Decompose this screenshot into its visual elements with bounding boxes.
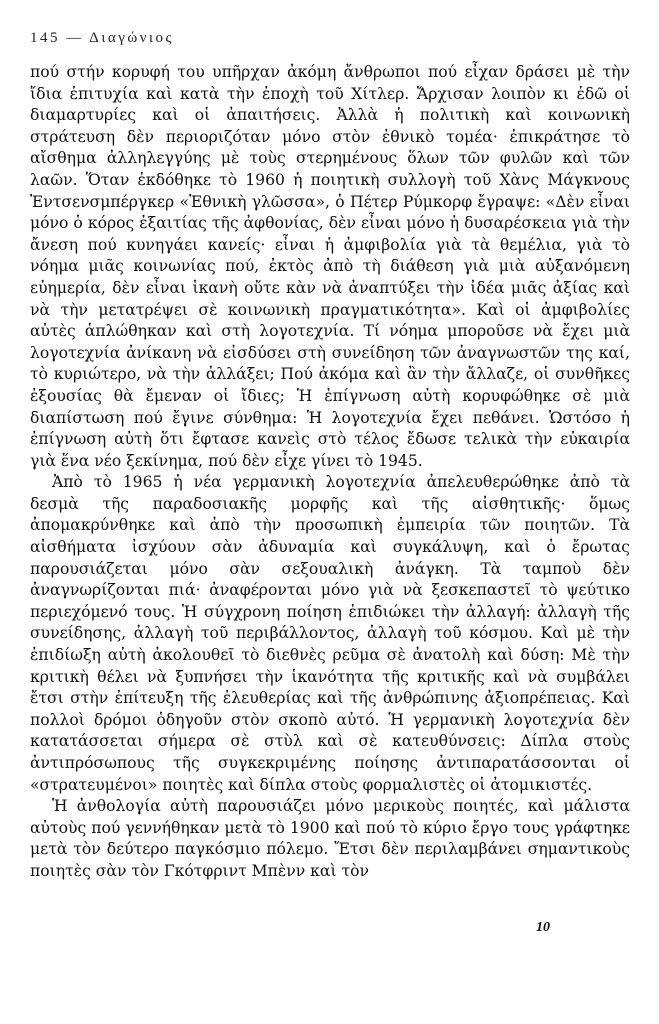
- page-number: 10: [536, 920, 550, 935]
- paragraph-1: πού στήν κορυφή του υπῆρχαν ἀκόμη ἄνθρωποι πού εἶχαν δράσει μὲ τὴν ἴδια ἐπιτυχία καὶ κατὰ τὴν ἐποχὴ τοῦ Χίτλερ. Ἄρχισαν λοιπὸν κι ἐδῶ οἱ διαμαρτυρίες καὶ οἱ ἀπαιτήσεις. Ἀλλὰ ἡ πολιτικὴ καὶ κοινωνικὴ στράτευση δὲν περιοριζόταν μόνο στὸν ἐθνικὸ τομέα· ἐπικράτησε τὸ αἴσθημα ἀλληλεγγύης μὲ τοὺς στερημένους ὅλων τῶν φυλῶν καὶ τῶν λαῶν. Ὅταν ἐκδόθηκε τὸ 1960 ἡ ποιητικὴ συλλογὴ τοῦ Χὰνς Μάγκνους Ἐντσενσμπέργκερ «Ἐθνικὴ γλῶσσα», ὁ Πέτερ Ρύμκορφ ἔγραψε: «Δὲν εἶναι μόνο ὁ κόρος ἐξαιτίας τῆς ἀφθονίας, δὲν εἶναι μόνο ἡ δυσαρέσκεια γιὰ τὴν ἄνεση πού κυνηγάει κανείς· εἶναι ἡ ἀμφιβολία γιὰ τὰ θεμέλια, γιὰ τὸ νόημα μιᾶς κοινωνίας πού, ἐκτὸς ἀπὸ τὴ διάθεση γιὰ μιὰ αὐξανόμενη εὐημερία, δὲν εἶναι ἱκανὴ οὔτε κὰν νὰ ἀναπτύξει τὴν ἰδέα μιᾶς ἀξίας καὶ νὰ τὴν μετατρέψει σὲ κοινωνικὴ πραγματικότητα». Καὶ οἱ ἀμφιβολίες αὐτὲς ἁπλώθηκαν καὶ στὴ λογοτεχνία. Τί νόημα μποροῦσε νὰ ἔχει μιὰ λογοτεχνία ἀνίκανη νὰ εἰσδύσει στὴ συνείδηση τῶν ἀναγνωστῶν της καί, τὸ κυριώτερο, νὰ τὴν ἀλλάξει; Πού ἀκόμα καὶ ἂν τὴν ἄλλαζε, οἱ συνθῆκες ἐξουσίας θὰ ἔμεναν οἱ ἴδιες; Ἡ ἐπίγνωση αὐτὴ κορυφώθηκε σὲ μιὰ διαπίστωση πού ἔγινε σύνθημα: Ἡ λογοτεχνία ἔχει πεθάνει. Ὡστόσο ἡ ἐπίγνωση αὐτὴ ὅτι ἔφτασε κανεὶς στὸ τέλος ἔδωσε τελικὰ τὴν εὐκαιρία γιὰ ἕνα νέο ξεκίνημα, πού δὲν εἶχε γίνει τὸ 1945.: [30, 63, 630, 470]
- book-page: [30, 30, 630, 883]
- paragraph-2: Ἀπὸ τὸ 1965 ἡ νέα γερμανικὴ λογοτεχνία ἀπελευθερώθηκε ἀπὸ τὰ δεσμὰ τῆς παραδοσιακῆς μορφῆς καὶ τῆς αἰσθητικῆς· ὅμως ἀπομακρύνθηκε καὶ ἀπὸ τὴν προσωπικὴ ἐμπειρία τῶν ποιητῶν. Τὰ αἰσθήματα ἰσχύουν σὰν ἀδυναμία καὶ συγκάλυψη, καὶ ὁ ἔρωτας παρουσιάζεται μόνο σὰν σεξουαλικὴ ἀνάγκη. Τὰ ταμποὺ δὲν ἀναγνωρίζονται πιά· ἀναφέρονται μόνο γιὰ νὰ ξεσκεπαστεῖ τὸ ψεύτικο περιεχόμενό τους. Ἡ σύγχρονη ποίηση ἐπιδιώκει τὴν ἀλλαγή: ἀλλαγὴ τῆς συνείδησης, ἀλλαγὴ τοῦ περιβάλλοντος, ἀλλαγὴ τοῦ κόσμου. Καὶ μὲ τὴν ἐπιδίωξη αὐτὴ ἀκολουθεῖ τὸ διεθνὲς ρεῦμα σὲ ἀνατολὴ καὶ δύση: Μὲ τὴν κριτικὴ θέλει νὰ ξυπνήσει τὴν ἱκανότητα τῆς κριτικῆς καὶ νὰ συμβάλει ἔτσι στὴν ἐπίτευξη τῆς ἐλευθερίας καὶ τῆς ἀνθρώπινης ἀξιοπρέπειας. Καὶ πολλοὶ δρόμοι ὁδηγοῦν στὸν σκοπὸ αὐτό. Ἡ γερμανικὴ λογοτεχνία δὲν κατατάσσεται σήμερα σὲ στὺλ καὶ σὲ κατευθύνσεις: Δίπλα στοὺς ἀντιπρόσωπους τῆς συγκεκριμένης ποίησης ἀντιπαρατάσσονται οἱ «στρατευμένοι» ποιητὲς καὶ δίπλα στοὺς φορμαλιστὲς οἱ ἀτομικιστές.: [30, 473, 630, 794]
- paragraph-3: Ἡ ἀνθολογία αὐτὴ παρουσιάζει μόνο μερικοὺς ποιητές, καὶ μάλιστα αὐτοὺς πού γεννήθηκαν μετὰ τὸ 1900 καὶ πού τὸ κύριο ἔργο τους γράφτηκε μετὰ τὸν δεύτερο παγκόσμιο πόλεμο. Ἔτσι δὲν περιλαμβάνει σημαντικοὺς ποιητὲς σὰν τὸν Γκότφριντ Μπὲνν καὶ τὸν: [30, 797, 630, 880]
- running-head: 145 — Διαγώνιος: [30, 30, 174, 46]
- body-text: [30, 62, 630, 883]
